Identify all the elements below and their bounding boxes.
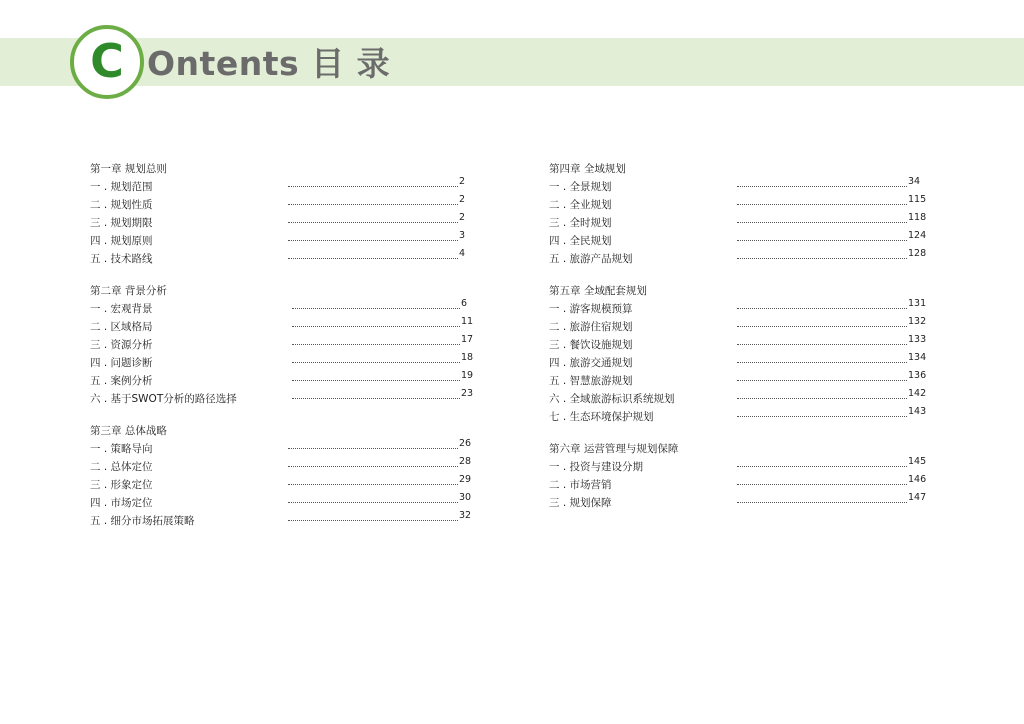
toc-entry[interactable] (90, 512, 470, 530)
entry-label: 四 . 市场定位 (90, 497, 153, 509)
entry-page: 18 (461, 352, 474, 363)
toc-entry[interactable] (90, 388, 474, 408)
dot-leader (737, 316, 907, 327)
dot-leader (288, 438, 458, 449)
dot-leader (737, 406, 907, 417)
logo-letter: C (90, 34, 124, 88)
entry-label: 五 . 技术路线 (90, 253, 153, 265)
entry-page: 30 (459, 492, 472, 503)
dot-leader (288, 474, 458, 485)
toc-column-right (549, 160, 929, 526)
entry-label: 五 . 细分市场拓展策略 (90, 515, 195, 527)
toc-chapter (549, 440, 929, 512)
entry-page: 145 (908, 456, 927, 467)
entry-label: 七 . 生态环境保护规划 (549, 411, 654, 423)
entry-page: 11 (461, 316, 474, 327)
dot-leader (288, 510, 458, 521)
entry-page: 17 (461, 334, 474, 345)
entry-label: 五 . 案例分析 (90, 375, 153, 387)
entry-page: 128 (908, 248, 927, 259)
dot-leader (737, 176, 907, 187)
dot-leader (737, 456, 907, 467)
entry-page: 133 (908, 334, 927, 345)
dot-leader (288, 212, 458, 223)
dot-leader (737, 194, 907, 205)
entry-page: 136 (908, 370, 927, 381)
entry-label: 三 . 规划保障 (549, 497, 612, 509)
entry-page: 23 (461, 388, 474, 399)
entry-page: 2 (459, 176, 466, 187)
chapter-title: 第六章 运营管理与规划保障 (549, 443, 679, 455)
dot-leader (737, 474, 907, 485)
entry-label: 一 . 宏观背景 (90, 303, 153, 315)
dot-leader (737, 370, 907, 381)
chapter-title: 第四章 全域规划 (549, 163, 626, 175)
entry-label: 二 . 规划性质 (90, 199, 153, 211)
entry-label: 四 . 问题诊断 (90, 357, 153, 369)
dot-leader (288, 194, 458, 205)
toc-chapter (549, 282, 929, 426)
entry-page: 132 (908, 316, 927, 327)
dot-leader (288, 176, 458, 187)
entry-label: 一 . 规划范围 (90, 181, 153, 193)
toc-entry[interactable] (549, 494, 929, 512)
dot-leader (288, 456, 458, 467)
entry-label: 二 . 区域格局 (90, 321, 153, 333)
chapter-title: 第一章 规划总则 (90, 163, 167, 175)
entry-page: 134 (908, 352, 927, 363)
entry-label: 一 . 全景规划 (549, 181, 612, 193)
entry-page: 115 (908, 194, 927, 205)
entry-label: 二 . 全业规划 (549, 199, 612, 211)
entry-page: 29 (459, 474, 472, 485)
dot-leader (288, 248, 458, 259)
entry-label: 三 . 餐饮设施规划 (549, 339, 633, 351)
entry-label: 六 . 全域旅游标识系统规划 (549, 393, 675, 405)
dot-leader (292, 316, 460, 327)
entry-label: 一 . 游客规模预算 (549, 303, 633, 315)
entry-page: 3 (459, 230, 466, 241)
dot-leader (292, 352, 460, 363)
page-title: Ontents 目 录 (147, 44, 391, 83)
entry-page: 28 (459, 456, 472, 467)
dot-leader (737, 212, 907, 223)
entry-label: 四 . 全民规划 (549, 235, 612, 247)
entry-label: 五 . 旅游产品规划 (549, 253, 633, 265)
entry-label: 四 . 旅游交通规划 (549, 357, 633, 369)
toc-entry[interactable] (549, 408, 929, 426)
entry-page: 2 (459, 212, 466, 223)
dot-leader (737, 230, 907, 241)
contents-logo-circle (70, 25, 144, 99)
entry-label: 三 . 形象定位 (90, 479, 153, 491)
toc-chapter (90, 160, 470, 268)
entry-page: 131 (908, 298, 927, 309)
dot-leader (737, 388, 907, 399)
entry-page: 146 (908, 474, 927, 485)
entry-page: 118 (908, 212, 927, 223)
toc-chapter (90, 282, 474, 408)
chapter-title: 第三章 总体战略 (90, 425, 167, 437)
chapter-title: 第二章 背景分析 (90, 285, 167, 297)
dot-leader (288, 230, 458, 241)
entry-page: 124 (908, 230, 927, 241)
chapter-title: 第五章 全域配套规划 (549, 285, 647, 297)
dot-leader (737, 248, 907, 259)
entry-label: 一 . 策略导向 (90, 443, 153, 455)
entry-page: 142 (908, 388, 927, 399)
entry-page: 147 (908, 492, 927, 503)
entry-label: 一 . 投资与建设分期 (549, 461, 644, 473)
dot-leader (737, 298, 907, 309)
entry-label: 六 . 基于SWOT分析的路径选择 (90, 393, 237, 405)
entry-label: 三 . 全时规划 (549, 217, 612, 229)
toc-entry[interactable] (549, 250, 929, 268)
dot-leader (292, 388, 460, 399)
toc-chapter (90, 422, 470, 530)
entry-page: 4 (459, 248, 466, 259)
toc-chapter (549, 160, 929, 268)
entry-label: 五 . 智慧旅游规划 (549, 375, 633, 387)
entry-label: 三 . 资源分析 (90, 339, 153, 351)
toc-entry[interactable] (90, 250, 470, 268)
entry-page: 6 (461, 298, 468, 309)
entry-label: 二 . 市场营销 (549, 479, 612, 491)
entry-label: 四 . 规划原则 (90, 235, 153, 247)
toc-column-left (90, 160, 474, 544)
entry-page: 19 (461, 370, 474, 381)
dot-leader (292, 334, 460, 345)
entry-page: 143 (908, 406, 927, 417)
entry-page: 26 (459, 438, 472, 449)
dot-leader (737, 352, 907, 363)
entry-page: 2 (459, 194, 466, 205)
dot-leader (292, 370, 460, 381)
dot-leader (737, 492, 907, 503)
dot-leader (737, 334, 907, 345)
dot-leader (288, 492, 458, 503)
entry-page: 32 (459, 510, 472, 521)
entry-page: 34 (908, 176, 921, 187)
entry-label: 二 . 总体定位 (90, 461, 153, 473)
entry-label: 三 . 规划期限 (90, 217, 153, 229)
dot-leader (292, 298, 460, 309)
entry-label: 二 . 旅游住宿规划 (549, 321, 633, 333)
